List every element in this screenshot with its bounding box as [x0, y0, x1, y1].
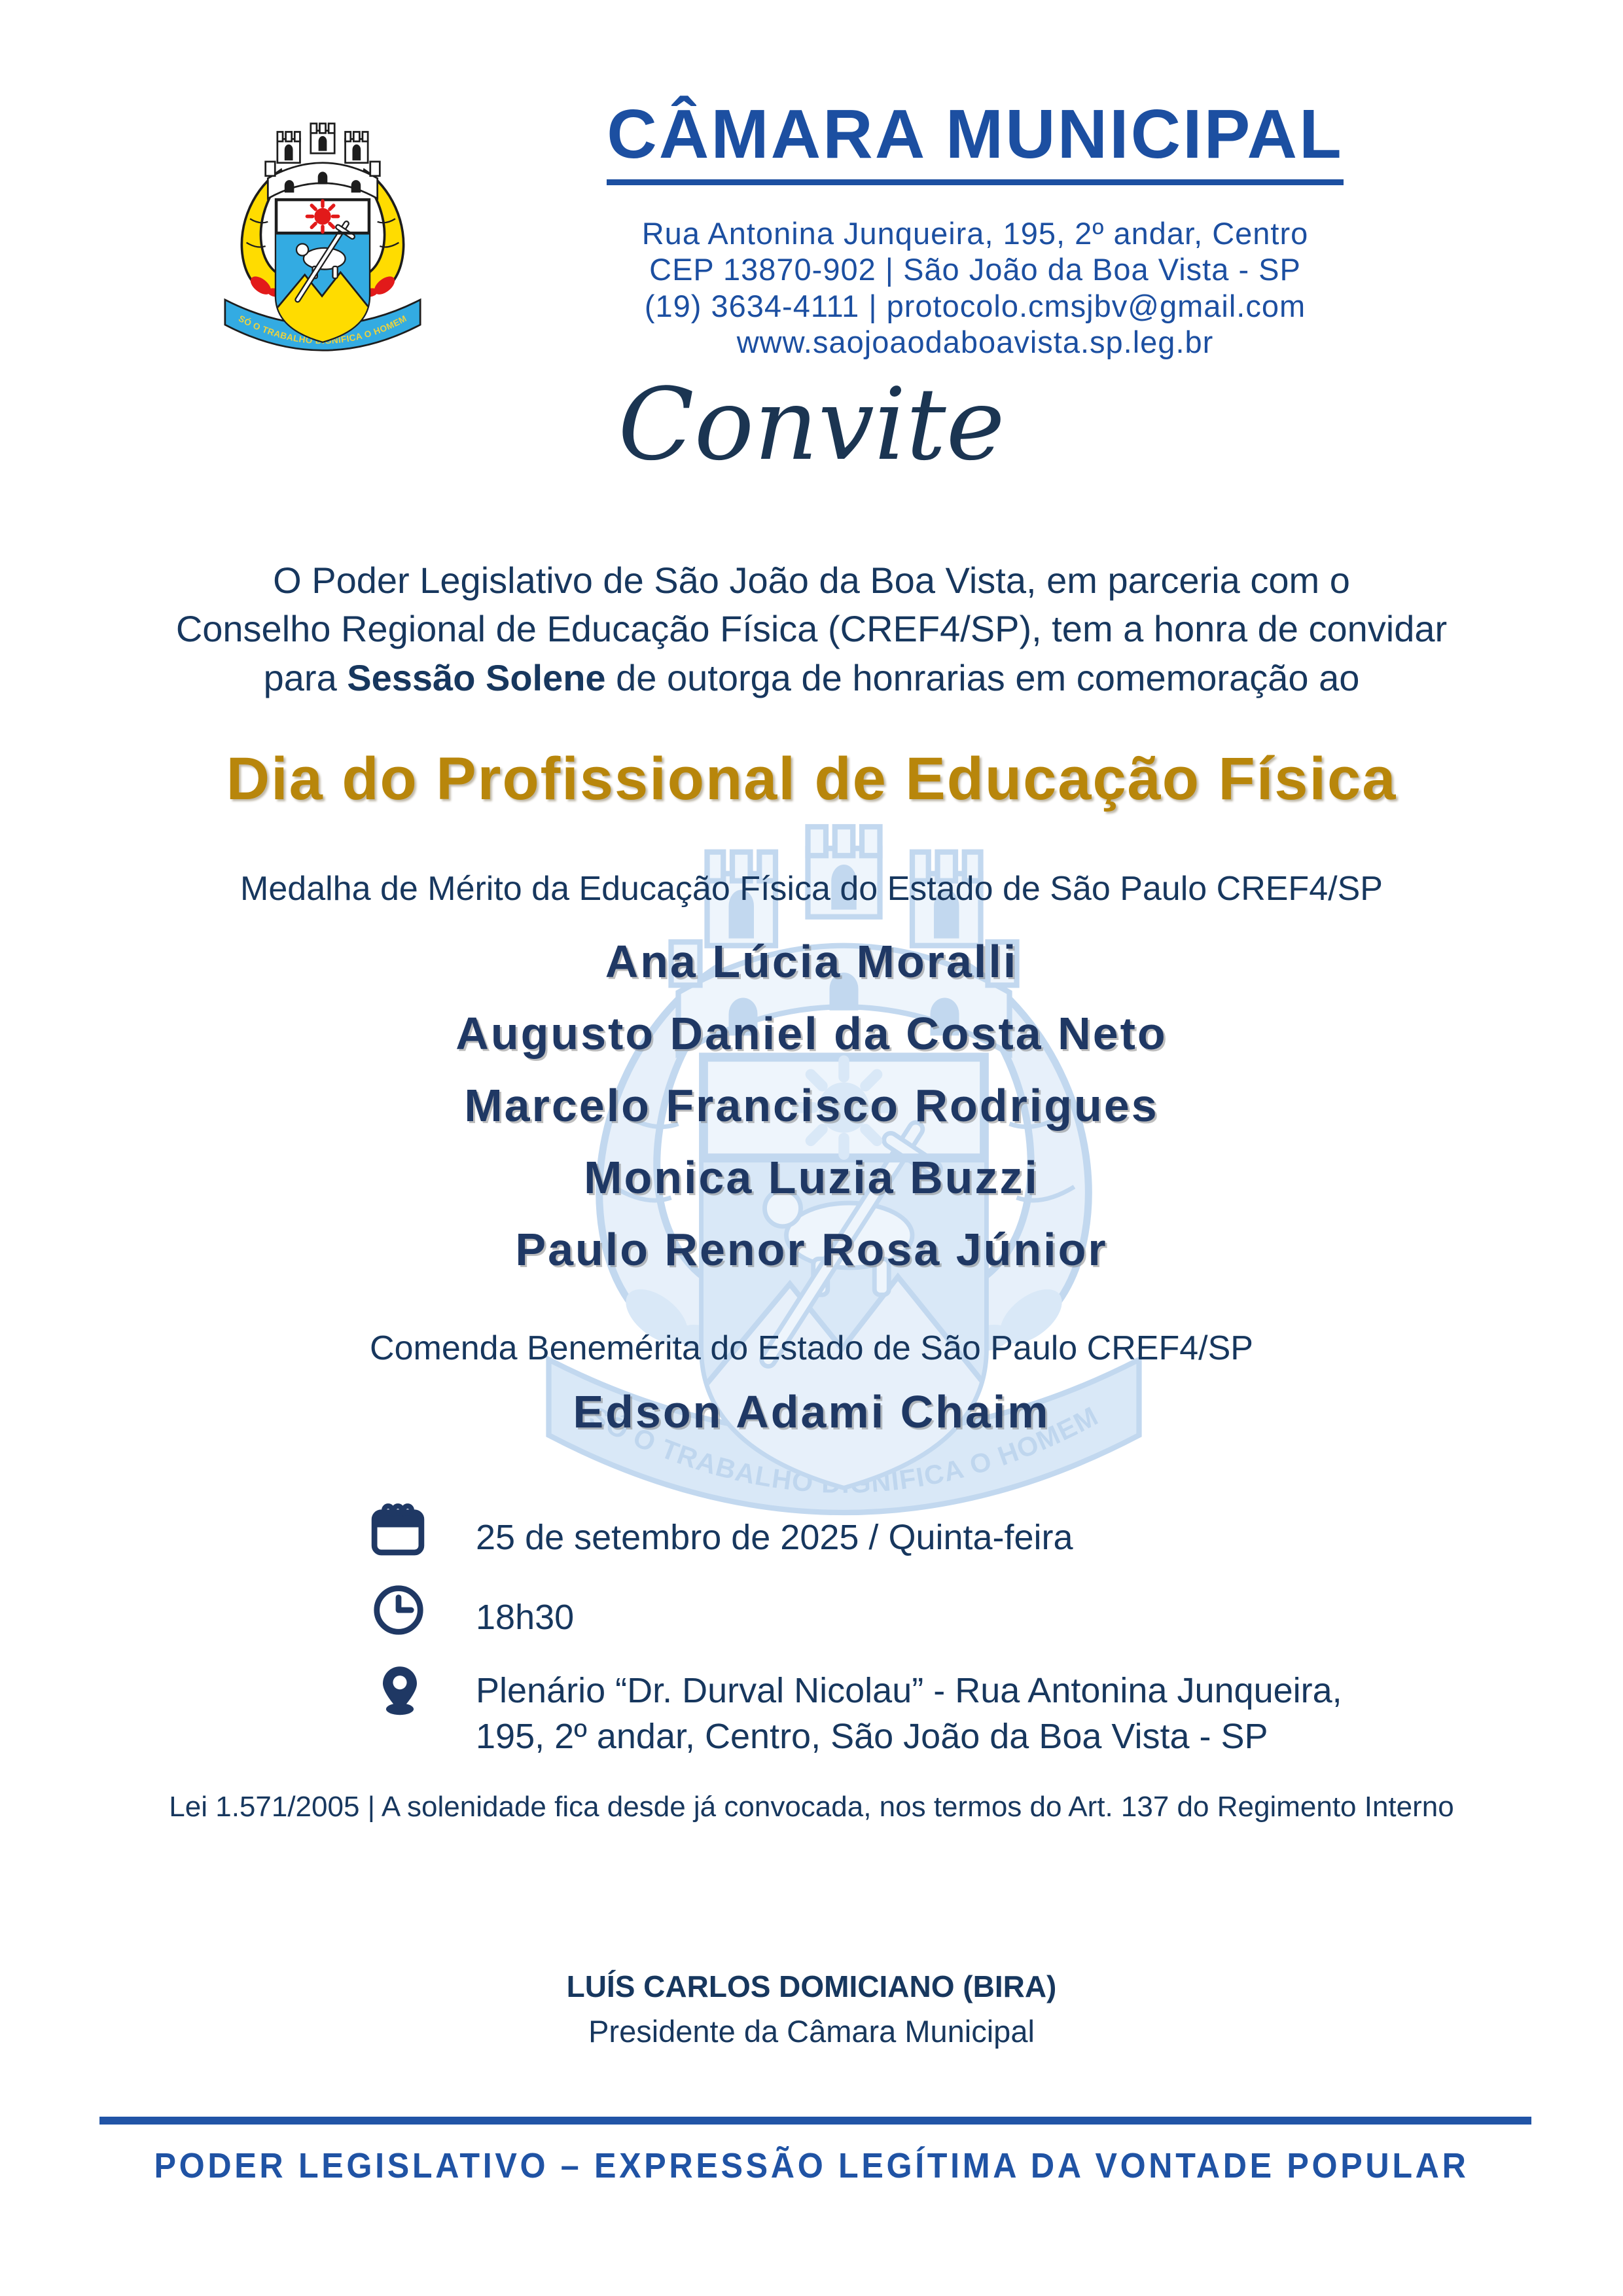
intro-line-1: O Poder Legislativo de São João da Boa Vista, em parceria com o	[273, 560, 1350, 601]
address-phone-email: (19) 3634-4111 | protocolo.cmsjbv@gmail.com	[644, 288, 1306, 323]
honoree-name: Augusto Daniel da Costa Neto	[455, 1008, 1168, 1059]
intro-line-3	[0, 654, 1623, 702]
signature-name: LUÍS CARLOS DOMICIANO (BIRA)	[566, 1969, 1057, 2003]
legal-note: Lei 1.571/2005 | A solenidade fica desde já convocada, nos termos do Art. 137 do Regimento Interno	[169, 1791, 1454, 1823]
honoree-name: Paulo Renor Rosa Júnior	[515, 1224, 1108, 1275]
address-cep-city: CEP 13870-902 | São João da Boa Vista - SP	[649, 252, 1301, 287]
address-street: Rua Antonina Junqueira, 195, 2º andar, Centro	[641, 216, 1309, 251]
intro-line-2: Conselho Regional de Educação Física (CREF4/SP), tem a honra de convidar	[175, 608, 1448, 650]
intro-line-3-suffix: de outorga de honrarias em comemoração ao	[605, 656, 1360, 698]
intro-paragraph	[0, 556, 1623, 702]
address-website: www.saojoaodaboavista.sp.leg.br	[736, 325, 1214, 360]
medal-honorees-list	[0, 936, 1623, 1299]
event-date: 25 de setembro de 2025 / Quinta-feira	[476, 1518, 1073, 1557]
honoree-name: Ana Lúcia Moralli	[605, 936, 1018, 987]
event-location-line-2: 195, 2º andar, Centro, São João da Boa Vista - SP	[476, 1717, 1268, 1757]
header	[458, 96, 1492, 361]
commendation-heading: Comenda Benemérita do Estado de São Paulo CREF4/SP	[370, 1329, 1253, 1367]
event-title: Dia do Profissional de Educação Física	[226, 745, 1397, 812]
footer-divider	[99, 2117, 1531, 2125]
honoree-name: Monica Luzia Buzzi	[584, 1152, 1039, 1203]
calendar-icon	[370, 1502, 426, 1557]
event-time: 18h30	[476, 1598, 575, 1637]
commendation-honoree: Edson Adami Chaim	[573, 1386, 1050, 1437]
footer-slogan: PODER LEGISLATIVO – EXPRESSÃO LEGÍTIMA DA VONTADE POPULAR	[154, 2146, 1469, 2185]
signature-role: Presidente da Câmara Municipal	[588, 2014, 1035, 2049]
invite-script-title: Convite	[618, 367, 1005, 482]
coat-of-arms-icon	[198, 97, 448, 370]
intro-line-3-bold: Sessão Solene	[347, 656, 606, 698]
event-location	[476, 1668, 1342, 1759]
event-location-line-1: Plenário “Dr. Durval Nicolau” - Rua Antonina Junqueira,	[476, 1671, 1342, 1710]
medal-heading: Medalha de Mérito da Educação Física do Estado de São Paulo CREF4/SP	[240, 870, 1383, 908]
clock-icon	[371, 1583, 426, 1638]
org-title: CÂMARA MUNICIPAL	[607, 99, 1344, 185]
intro-line-3-prefix: para	[263, 656, 348, 698]
location-pin-icon	[374, 1660, 425, 1720]
honoree-name: Marcelo Francisco Rodrigues	[464, 1080, 1159, 1131]
org-address	[458, 215, 1492, 361]
